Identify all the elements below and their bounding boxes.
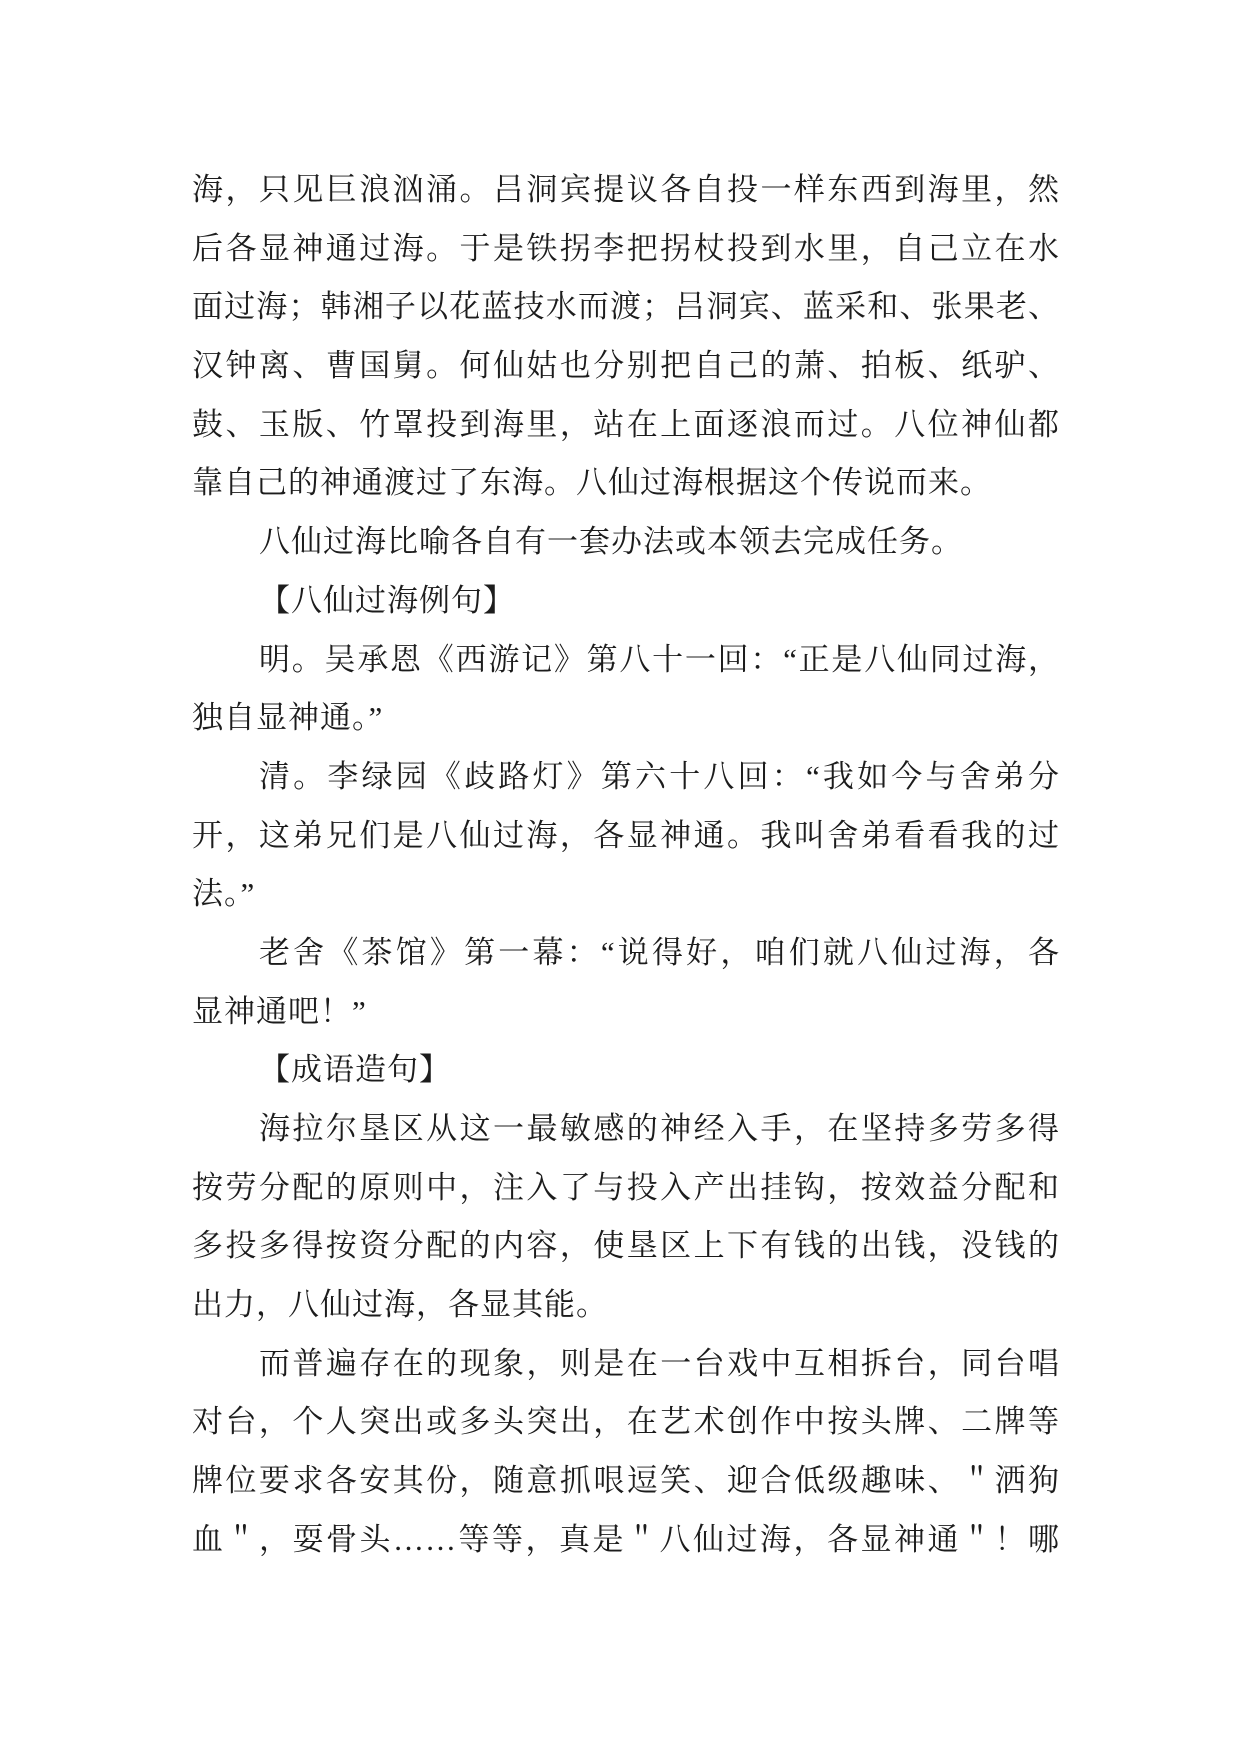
text-line: 独自显神通。” xyxy=(192,700,384,736)
text-line: 血＂，耍骨头……等等，真是＂八仙过海，各显神通＂！哪 xyxy=(192,1521,1060,1557)
section-heading-sentences xyxy=(192,1041,1060,1100)
text-line: 汉钟离、曹国舅。何仙姑也分别把自己的萧、拍板、纸驴、 xyxy=(192,348,1060,384)
paragraph-example-chaguan xyxy=(192,924,1060,1041)
text-line: 明。吴承恩《西游记》第八十一回：“正是八仙同过海， xyxy=(259,641,1060,677)
text-line: 牌位要求各安其份，随意抓哏逗笑、迎合低级趣味、＂洒狗 xyxy=(192,1463,1060,1499)
paragraph-example-xiyouji xyxy=(192,631,1060,748)
text-line: 法。” xyxy=(192,876,256,912)
text-line: 后各显神通过海。于是铁拐李把拐杖投到水里，自己立在水 xyxy=(192,230,1060,266)
text-line: 多投多得按资分配的内容，使垦区上下有钱的出钱，没钱的 xyxy=(192,1228,1060,1264)
text-line: 海，只见巨浪汹涌。吕洞宾提议各自投一样东西到海里，然 xyxy=(192,172,1060,207)
text-line: 老舍《茶馆》第一幕：“说得好，咱们就八仙过海，各 xyxy=(259,934,1060,970)
text-line: 按劳分配的原则中，注入了与投入产出挂钩，按效益分配和 xyxy=(192,1169,1060,1205)
section-heading: 【成语造句】 xyxy=(259,1052,451,1088)
section-heading: 【八仙过海例句】 xyxy=(259,582,515,618)
paragraph-meaning xyxy=(192,513,1060,572)
paragraph-sentence-theater xyxy=(192,1335,1060,1570)
text-line: 出力，八仙过海，各显其能。 xyxy=(192,1287,608,1323)
text-line: 八仙过海比喻各自有一套办法或本领去完成任务。 xyxy=(259,524,963,560)
text-line: 显神通吧！” xyxy=(192,993,367,1029)
text-line: 对台，个人突出或多头突出，在艺术创作中按头牌、二牌等 xyxy=(192,1404,1060,1440)
text-line: 而普遍存在的现象，则是在一台戏中互相拆台，同台唱 xyxy=(259,1345,1060,1381)
text-line: 清。李绿园《歧路灯》第六十八回：“我如今与舍弟分 xyxy=(259,758,1060,794)
text-line: 面过海；韩湘子以花蓝技水而渡；吕洞宾、蓝采和、张果老、 xyxy=(192,289,1060,325)
document-body xyxy=(192,161,1060,1570)
paragraph-example-qiludeng xyxy=(192,748,1060,924)
text-line: 靠自己的神通渡过了东海。八仙过海根据这个传说而来。 xyxy=(192,465,992,501)
text-line: 海拉尔垦区从这一最敏感的神经入手，在坚持多劳多得 xyxy=(259,1111,1060,1146)
section-heading-examples xyxy=(192,572,1060,631)
paragraph-sentence-hailar xyxy=(192,1100,1060,1335)
paragraph-legend-story xyxy=(192,161,1060,513)
text-line: 开，这弟兄们是八仙过海，各显神通。我叫舍弟看看我的过 xyxy=(192,817,1060,853)
text-line: 鼓、玉版、竹罩投到海里，站在上面逐浪而过。八位神仙都 xyxy=(192,406,1060,442)
